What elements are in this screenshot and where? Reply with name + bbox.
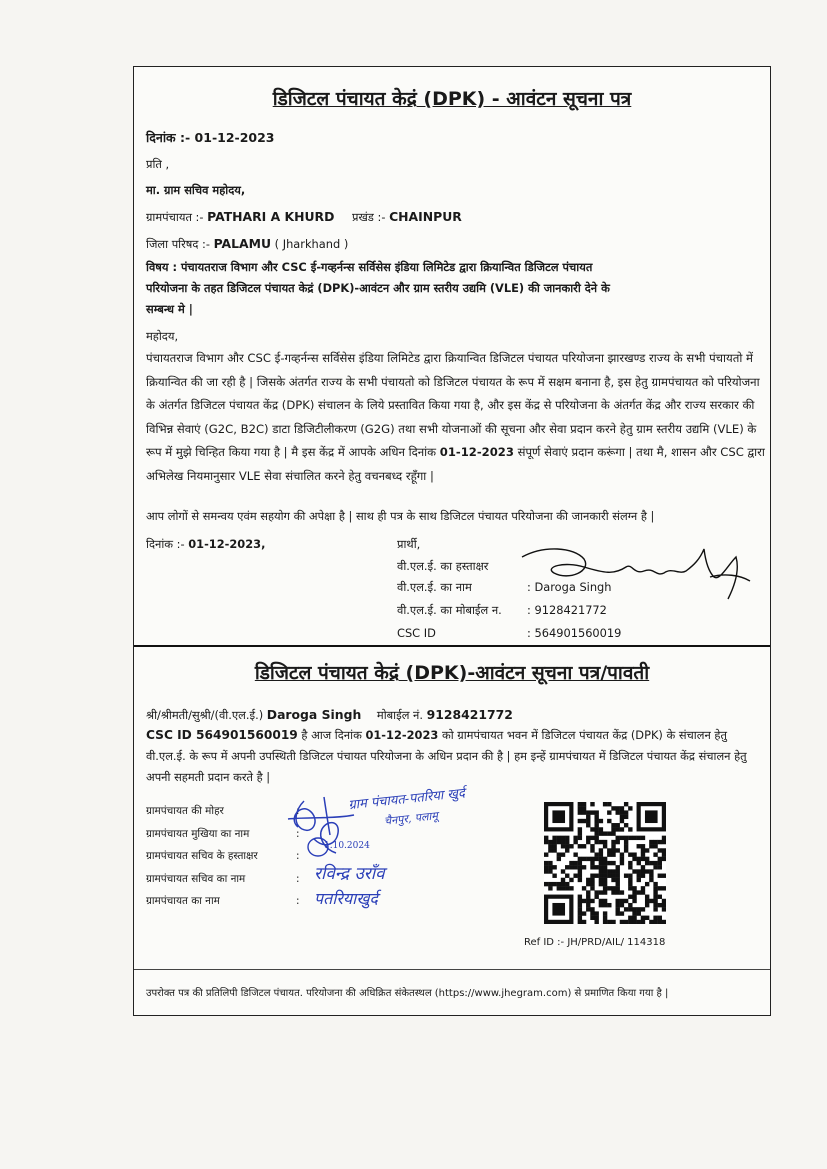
stamp-line-2: चैनपुर, पलामू (383, 809, 439, 828)
stamp-line-1: ग्राम पंचायत-पतरिया खुर्द (347, 785, 466, 814)
body-text-end: संपूर्ण सेवाएं प्रदान करूंगा | तथा मै, शासन और CSC द्वारा अभिलेख नियमानुसार VLE सेवा संचालित करने हेतु वचनबध्द रहूँगा | (146, 445, 765, 483)
vle-name-value: : Daroga Singh (527, 580, 612, 594)
block-label: प्रखंड :- (351, 210, 390, 224)
mobile-label: मोबाईल नं. (376, 708, 427, 722)
field-secretary-name: ग्रामपंचायत सचिव का नाम (146, 872, 246, 885)
gp-label: ग्रामपंचायत :- (146, 210, 208, 224)
receipt-text-2: को ग्रामपंचायत भवन में डिजिटल पंचायत केंद्र (DPK) के संचालन हेतु वी.एल.ई. के रूप में अपनी उपस्थिती डिजिटल पंचायत परियोजना के अधिन प्रदान की है | हम इन्हें ग्रामपंचायत में डिजिटल पंचायत केंद्र संचालन हेतु अपनी सहमती प्रदान करते है | (146, 728, 747, 784)
addressee: मा. ग्राम सचिव महोदय, (146, 183, 246, 197)
date-line (146, 129, 275, 146)
subject-line-1: विषय : पंचायतराज विभाग और CSC ई-गव्हर्नन्स सर्विसेस इंडिया लिमिटेड द्वारा क्रियान्वित डिजिटल पंचायत (146, 260, 593, 274)
footer-date (146, 537, 265, 552)
body-paragraph-2: आप लोगों से समन्वय एवंम सहयोग की अपेक्षा है | साथ ही पत्र के साथ डिजिटल पंचायत परियोजना की जानकारी संलग्न है | (146, 509, 655, 523)
receipt-fields (146, 800, 258, 913)
receipt-paragraph (146, 725, 766, 788)
state-value: ( Jharkhand ) (271, 237, 349, 251)
district-label: जिला परिषद :- (146, 237, 214, 251)
csc-id-value: : 564901560019 (527, 626, 622, 640)
ref-id: Ref ID :- JH/PRD/AIL/ 114318 (524, 937, 666, 948)
receipt-colons: : : : : : (296, 805, 300, 908)
vle-name-label: वी.एल.ई. का नाम (397, 580, 472, 594)
qr-code (544, 802, 666, 924)
date-value: 01-12-2023 (194, 130, 275, 145)
block-value: CHAINPUR (389, 209, 462, 224)
district-line (146, 236, 348, 252)
body-date: 01-12-2023 (439, 445, 514, 460)
section-divider (134, 645, 770, 647)
gp-value: PATHARI A KHURD (207, 209, 335, 224)
vle-mobile-label: वी.एल.ई. का मोबाईल न. (397, 603, 502, 617)
hand-secretary-name: रविन्द्र उराँव (314, 864, 385, 884)
footer-date-label: दिनांक :- (146, 537, 189, 551)
gp-line (146, 209, 462, 225)
footer-divider (134, 969, 770, 970)
csc-id-label: CSC ID (397, 626, 436, 640)
field-mukhiya: ग्रामपंचायत मुखिया का नाम (146, 827, 250, 840)
field-stamp: ग्रामपंचायत की मोहर (146, 805, 224, 817)
subject-line-2: परियोजना के तहत डिजिटल पंचायत केद्रं (DPK)-आवंटन और ग्राम स्तरीय उद्यमि (VLE) की जानकारी देने के (146, 281, 610, 295)
field-secretary-sign: ग्रामपंचायत सचिव के हस्ताक्षर (146, 850, 258, 863)
applicant: प्रार्थी, (397, 537, 421, 551)
hand-gp-name: पतरियाखुर्द (314, 889, 378, 908)
receipt-csc: CSC ID 564901560019 (146, 728, 298, 742)
vle-signature (514, 537, 764, 607)
letter-frame (133, 66, 771, 1016)
footer-note: उपरोक्त पत्र की प्रतिलिपी डिजिटल पंचायत. परियोजना की अधिक्रित संकेतस्थल (https://www.jhegram.com) से प्रमाणित किया गया है | (146, 988, 669, 999)
receipt-text-1: है आज दिनांक (297, 728, 366, 742)
receipt-person (146, 707, 513, 723)
vle-mobile-value: : 9128421772 (527, 603, 607, 617)
person-name: Daroga Singh (266, 707, 362, 722)
subject-line-3: सम्बन्ध मे | (146, 302, 193, 316)
page-title: डिजिटल पंचायत केद्रं (DPK) - आवंटन सूचना पत्र (272, 88, 632, 110)
receipt-title: डिजिटल पंचायत केद्रं (DPK)-आवंटन सूचना पत्र/पावती (254, 662, 650, 684)
footer-date-value: 01-12-2023, (188, 537, 266, 551)
mobile-value: 9128421772 (426, 707, 513, 722)
salutation: महोदय, (146, 329, 179, 343)
field-gp-name: ग्रामपंचायत का नाम (146, 895, 220, 908)
prati: प्रति , (146, 157, 170, 171)
vle-sign-label: वी.एल.ई. का हस्ताक्षर (397, 559, 489, 573)
date-label: दिनांक :- (146, 130, 195, 145)
body-text: पंचायतराज विभाग और CSC ई-गव्हर्नन्स सर्विसेस इंडिया लिमिटेड द्वारा क्रियान्वित डिजिटल पंचायत परियोजना झारखण्ड राज्य के सभी पंचायतो में क्रियान्वित की जा रही है | जिसके अंतर्गत राज्य के सभी पंचायतो को डिजिटल पंचायत के रूप में सक्षम बनाना है, इस हेतु ग्रामपंचायत को परियोजना के अंतर्गत डिजिटल पंचायत केंद्र (DPK) संचालन के लिये प्रस्तावित किया गया है, और इस केंद्र से परियोजना के अंतर्गत केंद्र और राज्य सरकार की विभिन्न सेवाएं (G2C, B2C) डाटा डिजिटीलीकरण (G2G) तथा सभी योजनाओं की सूचना और सेवा प्रदान करने हेतु ग्राम स्तरीय उद्यमि (VLE) के रूप में मुझे चिन्हित किया गया है | मै इस केंद्र में आपके अधिन दिनांक (146, 351, 760, 460)
receipt-date: 01-12-2023 (365, 728, 439, 742)
qr-code-icon (544, 802, 666, 924)
district-value: PALAMU (213, 236, 272, 251)
person-prefix: श्री/श्रीमती/सुश्री/(वी.एल.ई.) (146, 708, 267, 722)
stamp-date: 1.10.2024 (324, 841, 370, 851)
body-paragraph (146, 347, 766, 489)
